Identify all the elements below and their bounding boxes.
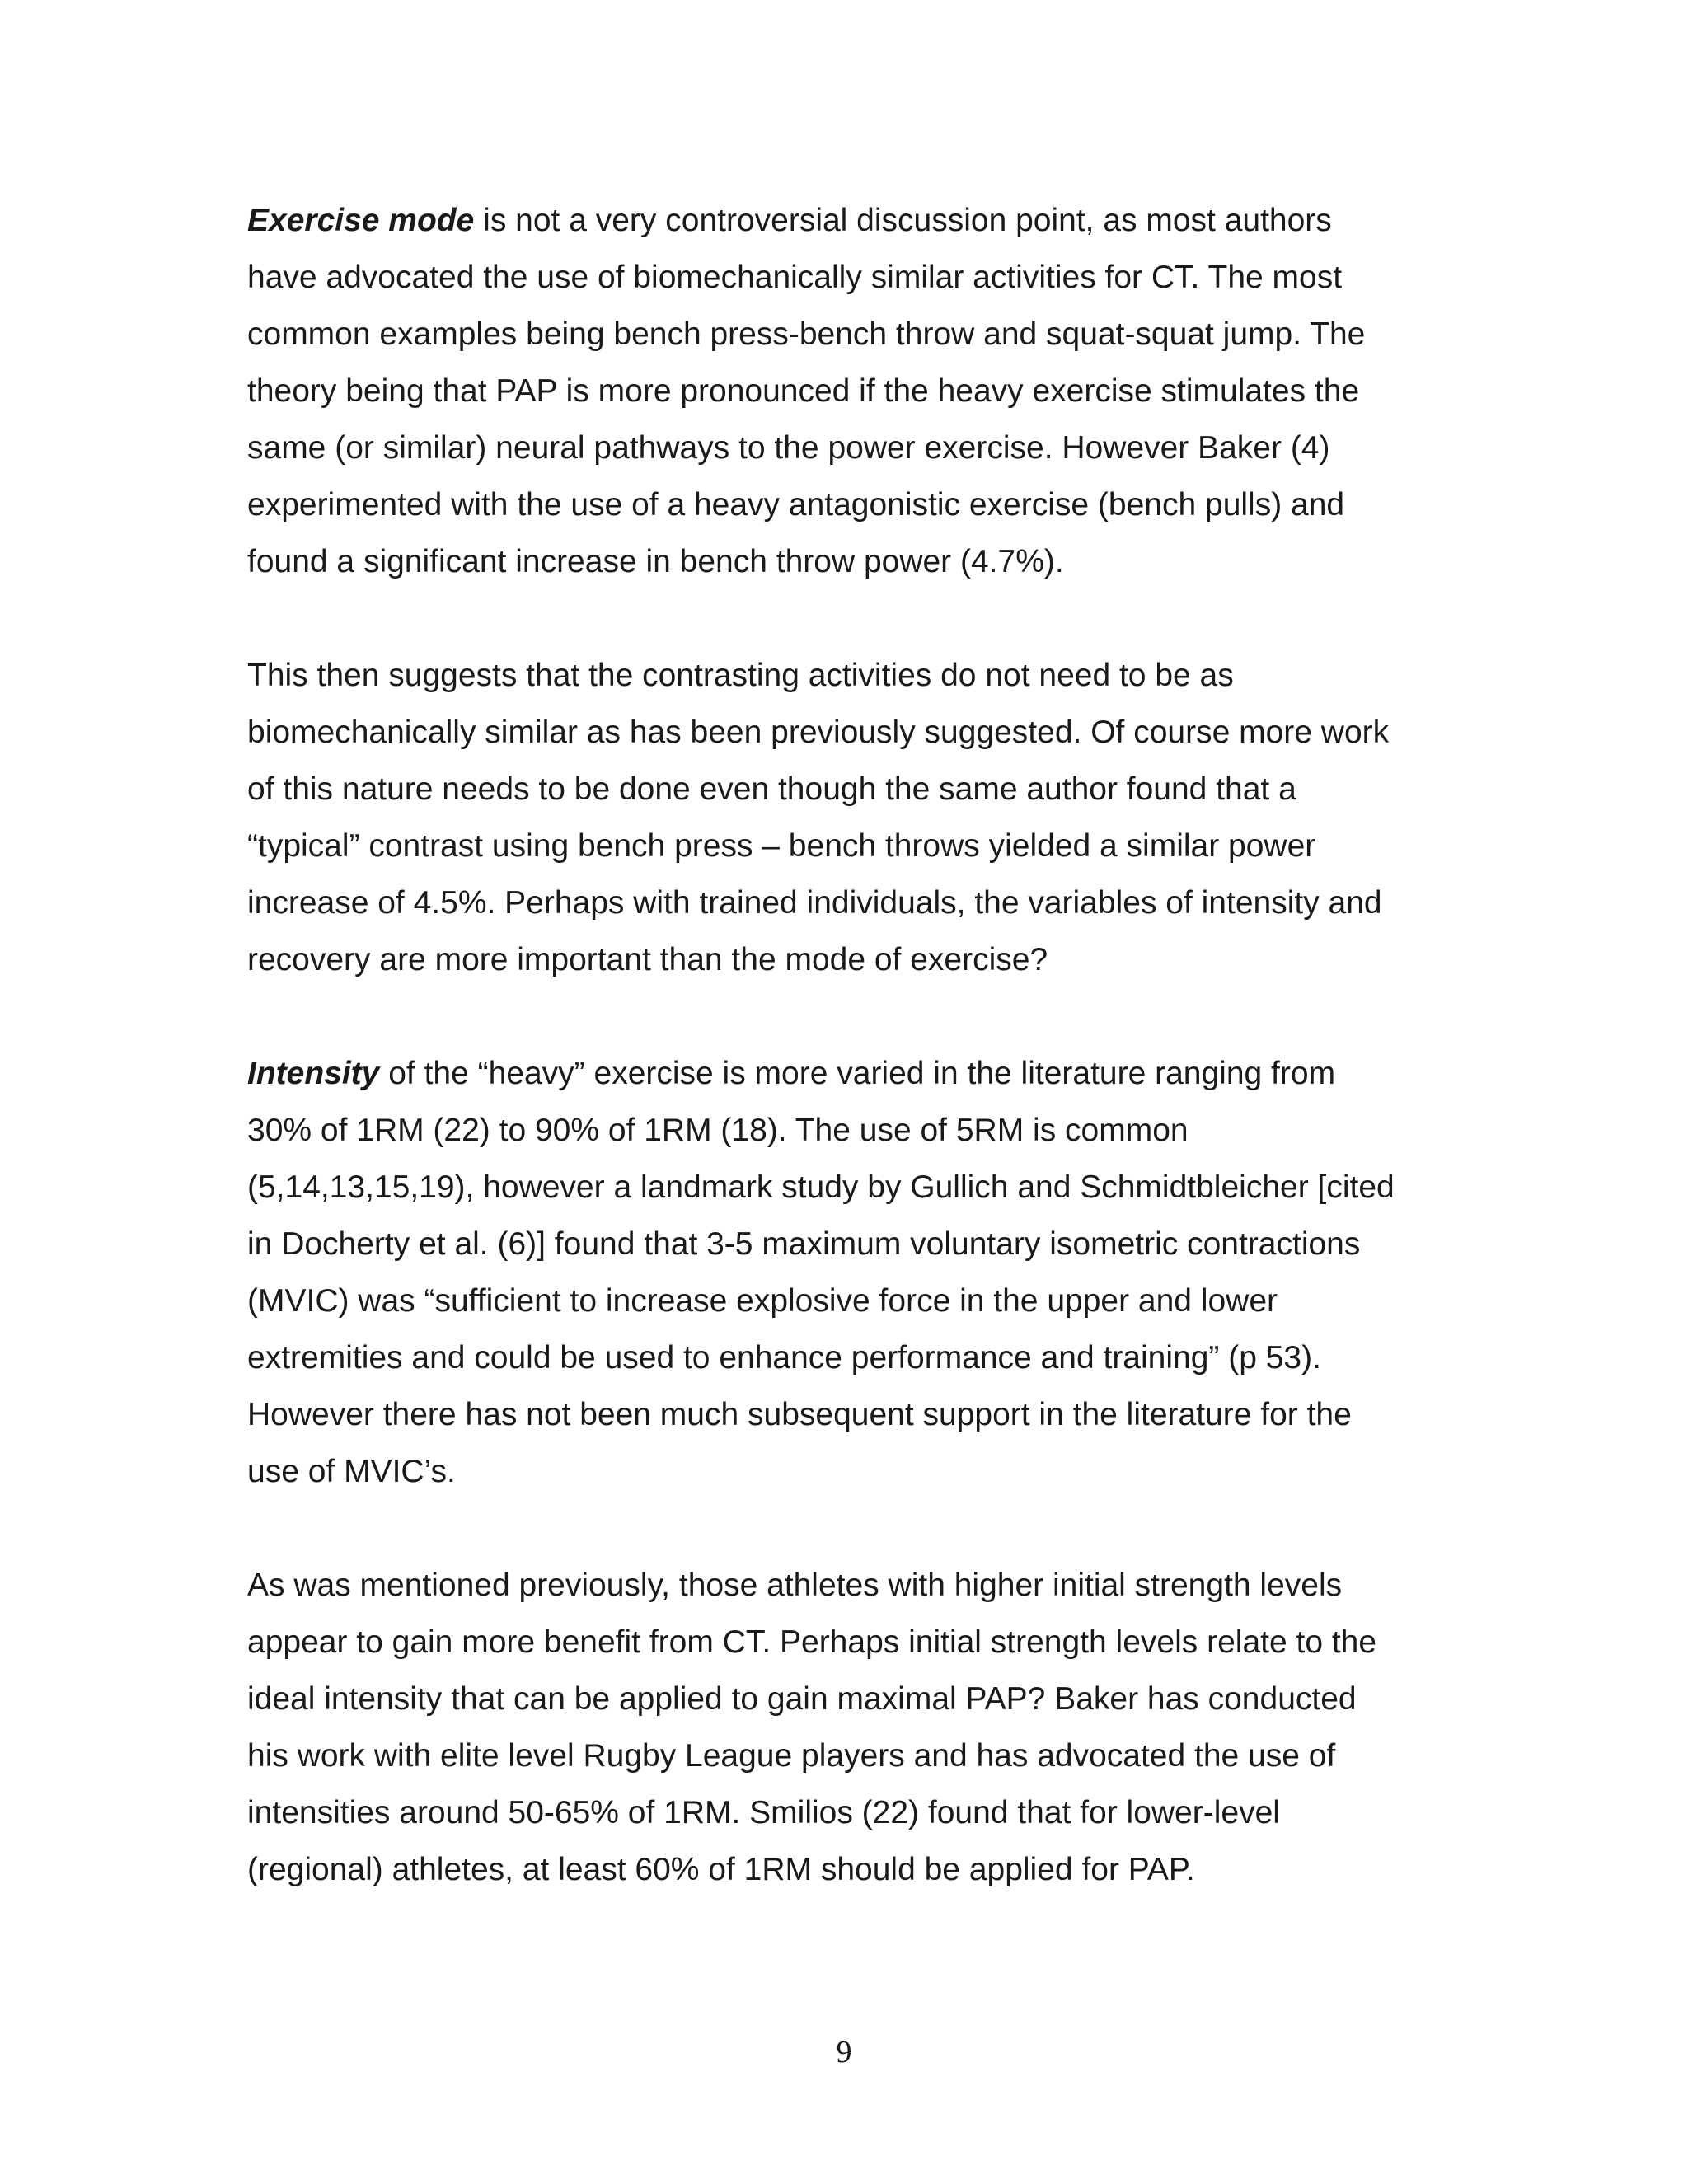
text-line: (MVIC) was “sufficient to increase explosive force in the upper and lower bbox=[247, 1283, 1278, 1319]
paragraph-contrasting-activities bbox=[247, 647, 1442, 988]
text-line: 30% of 1RM (22) to 90% of 1RM (18). The use of 5RM is common bbox=[247, 1113, 1189, 1148]
text-line: recovery are more important than the mode of exercise? bbox=[247, 942, 1048, 977]
text-line: appear to gain more benefit from CT. Perhaps initial strength levels relate to the bbox=[247, 1624, 1377, 1660]
text-line: intensities around 50-65% of 1RM. Smilios (22) found that for lower-level bbox=[247, 1795, 1280, 1830]
body-text bbox=[247, 192, 1442, 1955]
text-line: same (or similar) neural pathways to the power exercise. However Baker (4) bbox=[247, 430, 1330, 466]
text-line: “typical” contrast using bench press – bench throws yielded a similar power bbox=[247, 828, 1316, 864]
text-line: found a significant increase in bench throw power (4.7%). bbox=[247, 544, 1064, 579]
text-line: (5,14,13,15,19), however a landmark study by Gullich and Schmidtbleicher [cited bbox=[247, 1169, 1395, 1205]
page-number: 9 bbox=[836, 2035, 852, 2069]
text-line: have advocated the use of biomechanically similar activities for CT. The most bbox=[247, 260, 1343, 295]
text-line: use of MVIC’s. bbox=[247, 1454, 456, 1489]
text-line: common examples being bench press-bench throw and squat-squat jump. The bbox=[247, 316, 1366, 352]
text-line: Intensity of the “heavy” exercise is more varied in the literature ranging from bbox=[247, 1056, 1336, 1091]
paragraph-exercise-mode bbox=[247, 192, 1442, 590]
text-line: theory being that PAP is more pronounced if the heavy exercise stimulates the bbox=[247, 373, 1360, 409]
text-line: This then suggests that the contrasting activities do not need to be as bbox=[247, 658, 1234, 693]
text-line: increase of 4.5%. Perhaps with trained individuals, the variables of intensity and bbox=[247, 885, 1382, 921]
text-line: of this nature needs to be done even though the same author found that a bbox=[247, 771, 1296, 807]
text-line: ideal intensity that can be applied to gain maximal PAP? Baker has conducted bbox=[247, 1681, 1357, 1717]
text-line: However there has not been much subsequent support in the literature for the bbox=[247, 1397, 1352, 1432]
text-line: Exercise mode is not a very controversial discussion point, as most authors bbox=[247, 203, 1332, 238]
text-line: (regional) athletes, at least 60% of 1RM should be applied for PAP. bbox=[247, 1852, 1195, 1887]
paragraph-initial-strength bbox=[247, 1557, 1442, 1898]
lead-term-intensity: Intensity bbox=[247, 1056, 380, 1091]
text-line: experimented with the use of a heavy antagonistic exercise (bench pulls) and bbox=[247, 487, 1345, 523]
text-line: his work with elite level Rugby League players and has advocated the use of bbox=[247, 1738, 1336, 1774]
text-line: biomechanically similar as has been previously suggested. Of course more work bbox=[247, 715, 1390, 750]
paragraph-intensity bbox=[247, 1045, 1442, 1500]
lead-term-exercise-mode: Exercise mode bbox=[247, 203, 475, 238]
text-line: As was mentioned previously, those athletes with higher initial strength levels bbox=[247, 1568, 1343, 1603]
text-line: in Docherty et al. (6)] found that 3-5 maximum voluntary isometric contractions bbox=[247, 1226, 1361, 1262]
text-line: extremities and could be used to enhance performance and training” (p 53). bbox=[247, 1340, 1321, 1376]
